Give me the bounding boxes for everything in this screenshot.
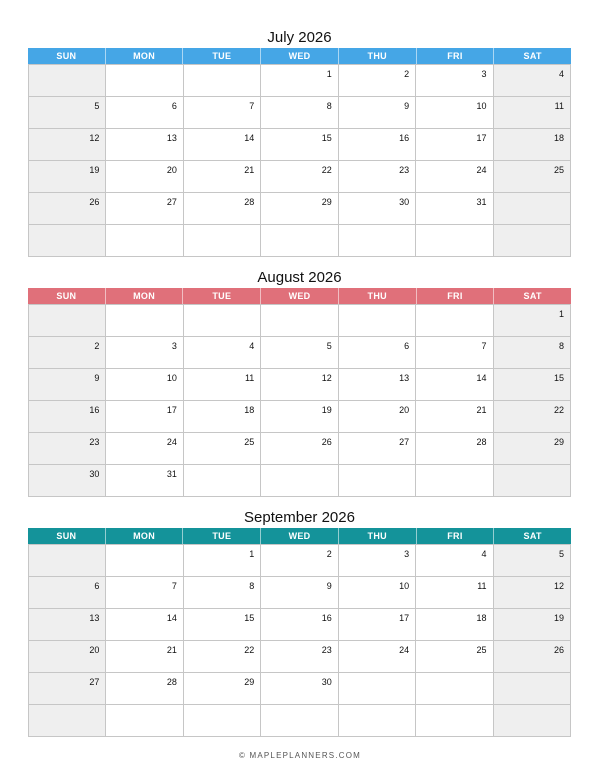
weekday-label: SUN (28, 288, 106, 304)
day-cell[interactable] (339, 161, 416, 193)
day-number: 26 (89, 197, 100, 207)
day-number: 26 (553, 645, 564, 655)
day-number: 8 (326, 101, 332, 111)
day-number: 27 (399, 437, 410, 447)
day-cell[interactable] (494, 577, 571, 609)
day-number: 22 (244, 645, 255, 655)
day-number: 4 (249, 341, 255, 351)
weekday-label: SUN (28, 48, 106, 64)
day-number: 9 (404, 101, 410, 111)
day-number: 31 (476, 197, 487, 207)
day-cell[interactable] (29, 97, 106, 129)
day-number: 29 (553, 437, 564, 447)
day-cell[interactable] (106, 305, 183, 337)
day-cell[interactable] (261, 225, 338, 257)
day-number: 13 (89, 613, 100, 623)
day-cell[interactable] (29, 705, 106, 737)
day-number: 8 (249, 581, 255, 591)
day-number: 23 (89, 437, 100, 447)
day-cell[interactable] (416, 305, 493, 337)
day-cell[interactable] (494, 401, 571, 433)
day-cell[interactable] (416, 225, 493, 257)
weekday-label: SAT (494, 288, 571, 304)
weekday-label: MON (106, 48, 184, 64)
day-cell[interactable] (261, 609, 338, 641)
day-cell[interactable] (494, 337, 571, 369)
day-cell[interactable] (29, 225, 106, 257)
day-cell[interactable] (416, 433, 493, 465)
day-cell[interactable] (184, 465, 261, 497)
day-number: 3 (481, 69, 487, 79)
day-cell[interactable] (184, 65, 261, 97)
day-cell[interactable] (184, 369, 261, 401)
weekday-label: FRI (417, 288, 495, 304)
weekday-label: MON (106, 288, 184, 304)
day-number: 28 (166, 677, 177, 687)
day-cell[interactable] (106, 705, 183, 737)
day-number: 17 (166, 405, 177, 415)
day-cell[interactable] (261, 433, 338, 465)
day-number: 22 (553, 405, 564, 415)
day-number: 25 (476, 645, 487, 655)
day-cell[interactable] (261, 161, 338, 193)
day-cell[interactable] (261, 97, 338, 129)
day-number: 3 (171, 341, 177, 351)
day-number: 20 (166, 165, 177, 175)
day-number: 11 (554, 101, 564, 111)
day-cell[interactable] (106, 673, 183, 705)
day-number: 21 (476, 405, 487, 415)
day-number: 16 (399, 133, 410, 143)
day-cell[interactable] (416, 545, 493, 577)
day-number: 28 (244, 197, 255, 207)
day-cell[interactable] (106, 129, 183, 161)
day-number: 14 (476, 373, 487, 383)
day-number: 4 (481, 549, 487, 559)
day-number: 11 (477, 581, 487, 591)
day-number: 12 (553, 581, 564, 591)
day-cell[interactable] (184, 225, 261, 257)
day-number: 18 (476, 613, 487, 623)
day-cell[interactable] (494, 65, 571, 97)
day-number: 18 (553, 133, 564, 143)
day-number: 15 (244, 613, 255, 623)
day-cell[interactable] (416, 641, 493, 673)
day-cell[interactable] (339, 673, 416, 705)
weekday-label: WED (261, 528, 339, 544)
weekday-header (28, 288, 571, 304)
day-number: 12 (321, 373, 332, 383)
day-number: 29 (321, 197, 332, 207)
day-cell[interactable] (261, 305, 338, 337)
day-cell[interactable] (416, 673, 493, 705)
day-cell[interactable] (29, 305, 106, 337)
day-cell[interactable] (106, 401, 183, 433)
day-number: 7 (481, 341, 487, 351)
day-number: 11 (244, 373, 255, 383)
day-number: 5 (94, 101, 100, 111)
day-number: 12 (89, 133, 100, 143)
day-cell[interactable] (184, 161, 261, 193)
day-number: 4 (558, 69, 564, 79)
day-cell[interactable] (29, 193, 106, 225)
day-cell[interactable] (416, 161, 493, 193)
day-cell[interactable] (261, 641, 338, 673)
day-number: 23 (399, 165, 410, 175)
weekday-label: SAT (494, 48, 571, 64)
day-cell[interactable] (416, 97, 493, 129)
day-cell[interactable] (494, 305, 571, 337)
day-number: 27 (89, 677, 100, 687)
day-cell[interactable] (184, 641, 261, 673)
day-number: 30 (321, 677, 332, 687)
day-number: 24 (476, 165, 487, 175)
day-cell[interactable] (184, 609, 261, 641)
day-number: 16 (321, 613, 332, 623)
day-cell[interactable] (494, 545, 571, 577)
day-cell[interactable] (184, 305, 261, 337)
day-cell[interactable] (106, 161, 183, 193)
day-number: 2 (326, 549, 332, 559)
day-cell[interactable] (261, 673, 338, 705)
day-cell[interactable] (106, 465, 183, 497)
day-grid (28, 544, 571, 737)
day-number: 17 (399, 613, 410, 623)
day-cell[interactable] (339, 129, 416, 161)
weekday-label: THU (339, 288, 417, 304)
day-number: 13 (166, 133, 177, 143)
day-cell[interactable] (261, 337, 338, 369)
month-title: July 2026 (267, 29, 332, 46)
day-cell[interactable] (339, 193, 416, 225)
day-cell[interactable] (106, 577, 183, 609)
day-cell[interactable] (261, 401, 338, 433)
weekday-label: THU (339, 48, 417, 64)
weekday-label: FRI (417, 528, 495, 544)
day-cell[interactable] (494, 673, 571, 705)
day-number: 10 (476, 101, 487, 111)
day-number: 30 (89, 469, 100, 479)
weekday-label: SAT (494, 528, 571, 544)
weekday-label: TUE (183, 528, 261, 544)
day-number: 29 (244, 677, 255, 687)
day-cell[interactable] (261, 65, 338, 97)
day-cell[interactable] (184, 577, 261, 609)
month-title: August 2026 (257, 269, 342, 286)
day-number: 13 (399, 373, 410, 383)
day-cell[interactable] (106, 193, 183, 225)
day-number: 22 (321, 165, 332, 175)
day-number: 30 (399, 197, 410, 207)
day-number: 1 (326, 69, 332, 79)
day-number: 15 (553, 373, 564, 383)
day-cell[interactable] (416, 369, 493, 401)
day-number: 17 (476, 133, 487, 143)
day-cell[interactable] (184, 337, 261, 369)
day-number: 2 (94, 341, 100, 351)
day-cell[interactable] (494, 193, 571, 225)
weekday-label: MON (106, 528, 184, 544)
day-cell[interactable] (261, 545, 338, 577)
day-number: 19 (553, 613, 564, 623)
day-cell[interactable] (416, 705, 493, 737)
day-cell[interactable] (339, 545, 416, 577)
day-cell[interactable] (416, 577, 493, 609)
day-number: 28 (476, 437, 487, 447)
day-cell[interactable] (494, 97, 571, 129)
day-cell[interactable] (261, 369, 338, 401)
day-number: 18 (244, 405, 255, 415)
day-number: 20 (89, 645, 100, 655)
day-cell[interactable] (106, 97, 183, 129)
day-number: 3 (404, 549, 410, 559)
day-cell[interactable] (184, 673, 261, 705)
day-cell[interactable] (494, 129, 571, 161)
day-number: 26 (321, 437, 332, 447)
day-number: 25 (553, 165, 564, 175)
day-number: 14 (166, 613, 177, 623)
weekday-header (28, 48, 571, 64)
day-number: 14 (244, 133, 255, 143)
weekday-label: SUN (28, 528, 106, 544)
day-cell[interactable] (106, 337, 183, 369)
day-cell[interactable] (339, 369, 416, 401)
day-number: 25 (244, 437, 255, 447)
day-cell[interactable] (106, 369, 183, 401)
day-cell[interactable] (416, 65, 493, 97)
day-number: 6 (171, 101, 177, 111)
day-cell[interactable] (494, 465, 571, 497)
day-cell[interactable] (29, 609, 106, 641)
day-cell[interactable] (339, 65, 416, 97)
day-number: 24 (399, 645, 410, 655)
day-number: 24 (166, 437, 177, 447)
day-cell[interactable] (184, 193, 261, 225)
day-cell[interactable] (416, 401, 493, 433)
day-cell[interactable] (29, 577, 106, 609)
day-cell[interactable] (416, 129, 493, 161)
day-number: 21 (166, 645, 177, 655)
day-cell[interactable] (184, 705, 261, 737)
day-cell[interactable] (184, 433, 261, 465)
day-cell[interactable] (494, 369, 571, 401)
day-cell[interactable] (494, 161, 571, 193)
day-cell[interactable] (29, 465, 106, 497)
month-calendar (28, 268, 571, 497)
day-cell[interactable] (339, 465, 416, 497)
day-cell[interactable] (106, 609, 183, 641)
day-cell[interactable] (106, 641, 183, 673)
day-cell[interactable] (494, 609, 571, 641)
day-cell[interactable] (29, 545, 106, 577)
day-cell[interactable] (339, 577, 416, 609)
day-cell[interactable] (416, 465, 493, 497)
day-cell[interactable] (184, 129, 261, 161)
day-number: 7 (171, 581, 177, 591)
day-cell[interactable] (29, 369, 106, 401)
day-cell[interactable] (339, 225, 416, 257)
day-cell[interactable] (339, 337, 416, 369)
day-number: 31 (166, 469, 177, 479)
day-cell[interactable] (29, 65, 106, 97)
day-cell[interactable] (261, 129, 338, 161)
day-number: 23 (321, 645, 332, 655)
footer-copyright: © MAPLEPLANNERS.COM (238, 751, 362, 760)
day-number: 10 (166, 373, 177, 383)
day-cell[interactable] (261, 577, 338, 609)
day-number: 9 (326, 581, 332, 591)
day-number: 5 (326, 341, 332, 351)
day-number: 10 (399, 581, 410, 591)
day-cell[interactable] (29, 161, 106, 193)
day-number: 15 (321, 133, 332, 143)
day-number: 8 (558, 341, 564, 351)
day-cell[interactable] (494, 433, 571, 465)
day-number: 27 (166, 197, 177, 207)
day-cell[interactable] (339, 433, 416, 465)
weekday-label: WED (261, 48, 339, 64)
day-cell[interactable] (106, 225, 183, 257)
month-calendar (28, 28, 571, 257)
day-number: 6 (404, 341, 410, 351)
day-cell[interactable] (339, 609, 416, 641)
day-number: 9 (94, 373, 100, 383)
day-cell[interactable] (416, 337, 493, 369)
day-cell[interactable] (416, 193, 493, 225)
day-number: 5 (558, 549, 564, 559)
day-cell[interactable] (29, 433, 106, 465)
day-number: 19 (89, 165, 100, 175)
day-cell[interactable] (29, 401, 106, 433)
day-cell[interactable] (29, 337, 106, 369)
weekday-label: THU (339, 528, 417, 544)
weekday-header (28, 528, 571, 544)
day-number: 19 (321, 405, 332, 415)
day-number: 20 (399, 405, 410, 415)
day-cell[interactable] (106, 65, 183, 97)
weekday-label: WED (261, 288, 339, 304)
day-cell[interactable] (416, 609, 493, 641)
day-number: 6 (94, 581, 100, 591)
day-cell[interactable] (339, 305, 416, 337)
day-number: 2 (404, 69, 410, 79)
day-number: 7 (249, 101, 255, 111)
weekday-label: TUE (183, 288, 261, 304)
day-number: 16 (89, 405, 100, 415)
day-cell[interactable] (339, 705, 416, 737)
day-number: 21 (244, 165, 255, 175)
day-cell[interactable] (339, 97, 416, 129)
day-number: 1 (558, 309, 564, 319)
day-cell[interactable] (339, 401, 416, 433)
day-grid (28, 64, 571, 257)
day-cell[interactable] (106, 433, 183, 465)
day-cell[interactable] (494, 641, 571, 673)
day-cell[interactable] (184, 545, 261, 577)
day-cell[interactable] (494, 705, 571, 737)
day-cell[interactable] (29, 129, 106, 161)
weekday-label: FRI (417, 48, 495, 64)
day-cell[interactable] (494, 225, 571, 257)
day-cell[interactable] (261, 465, 338, 497)
day-cell[interactable] (261, 705, 338, 737)
month-calendar (28, 508, 571, 737)
day-grid (28, 304, 571, 497)
day-cell[interactable] (339, 641, 416, 673)
day-cell[interactable] (29, 641, 106, 673)
day-cell[interactable] (106, 545, 183, 577)
weekday-label: TUE (183, 48, 261, 64)
day-cell[interactable] (184, 97, 261, 129)
day-cell[interactable] (29, 673, 106, 705)
day-cell[interactable] (184, 401, 261, 433)
day-cell[interactable] (261, 193, 338, 225)
day-number: 1 (249, 549, 255, 559)
month-title: September 2026 (244, 509, 355, 526)
